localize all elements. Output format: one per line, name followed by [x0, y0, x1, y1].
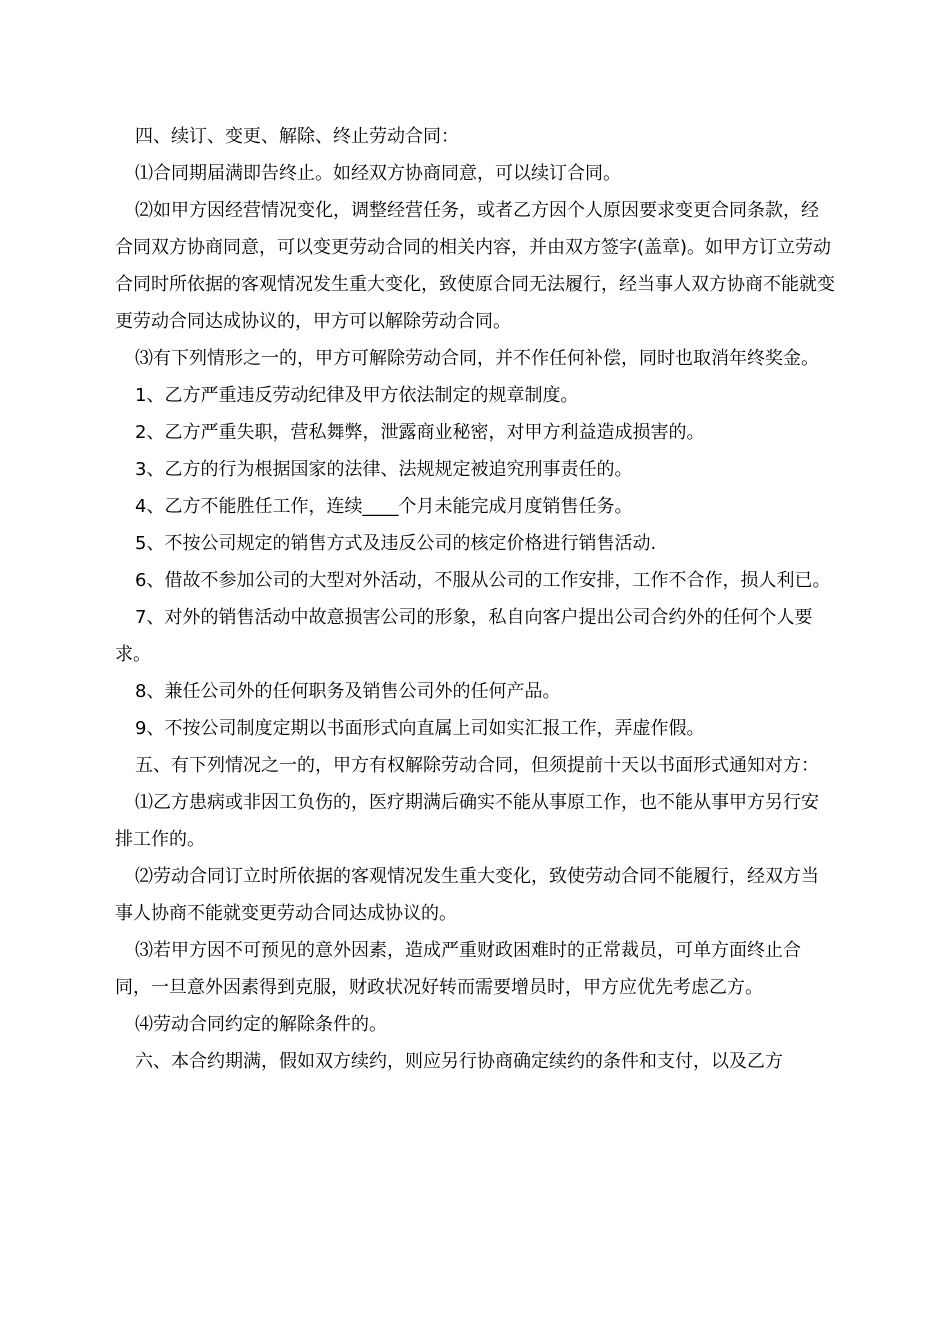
- clause-item-5-1: ⑴乙方患病或非因工负伤的，医疗期满后确实不能从事原工作，也不能从事甲方另行安排工作的。: [115, 792, 819, 850]
- clause-item-1: ⑴合同期届满即告终止。如经双方协商同意，可以续订合同。: [135, 163, 621, 184]
- clause-item-5-2: ⑵劳动合同订立时所依据的客观情况发生重大变化，致使劳动合同不能履行，经双方当事人协商不能就变更劳动合同达成协议的。: [115, 866, 819, 924]
- clause-item-5-3: ⑶若甲方因不可预见的意外因素，造成严重财政困难时的正常裁员，可单方面终止合同，一旦意外因素得到克服，财政状况好转而需要增员时，甲方应优先考虑乙方。: [115, 940, 801, 998]
- list-item-9: 9、不按公司制度定期以书面形式向直属上司如实汇报工作，弄虚作假。: [135, 718, 705, 739]
- list-item-4: 4、乙方不能胜任工作，连续____个月未能完成月度销售任务。: [135, 496, 633, 517]
- list-item-1: 1、乙方严重违反劳动纪律及甲方依法制定的规章制度。: [135, 385, 579, 406]
- clause-item-2: ⑵如甲方因经营情况变化，调整经营任务，或者乙方因个人原因要求变更合同条款，经合同双方协商同意，可以变更劳动合同的相关内容，并由双方签字(盖章)。如甲方订立劳动合同时所依据的客观情况发生重大变化，致使原合同无法履行，经当事人双方协商不能就变更劳动合同达成协议的，甲方可以解除劳动合同。: [115, 200, 835, 332]
- section-heading-5: 五、有下列情况之一的，甲方有权解除劳动合同，但须提前十天以书面形式通知对方：: [135, 755, 819, 776]
- list-item-7: 7、对外的销售活动中故意损害公司的形象，私自向客户提出公司合约外的任何个人要求。: [115, 607, 813, 665]
- section-heading-6: 六、本合约期满，假如双方续约，则应另行协商确定续约的条件和支付，以及乙方: [135, 1051, 783, 1072]
- section-heading-4: 四、续订、变更、解除、终止劳动合同：: [135, 126, 459, 147]
- list-item-6: 6、借故不参加公司的大型对外活动，不服从公司的工作安排，工作不合作，损人利已。: [135, 570, 831, 591]
- clause-item-5-4: ⑷劳动合同约定的解除条件的。: [135, 1014, 387, 1035]
- list-item-5: 5、不按公司规定的销售方式及违反公司的核定价格进行销售活动.: [135, 533, 657, 554]
- document-body: [115, 118, 835, 1080]
- list-item-8: 8、兼任公司外的任何职务及销售公司外的任何产品。: [135, 681, 561, 702]
- clause-item-3: ⑶有下列情形之一的，甲方可解除劳动合同，并不作任何补偿，同时也取消年终奖金。: [135, 348, 819, 369]
- list-item-3: 3、乙方的行为根据国家的法律、法规规定被追究刑事责任的。: [135, 459, 633, 480]
- list-item-2: 2、乙方严重失职，营私舞弊，泄露商业秘密，对甲方利益造成损害的。: [135, 422, 705, 443]
